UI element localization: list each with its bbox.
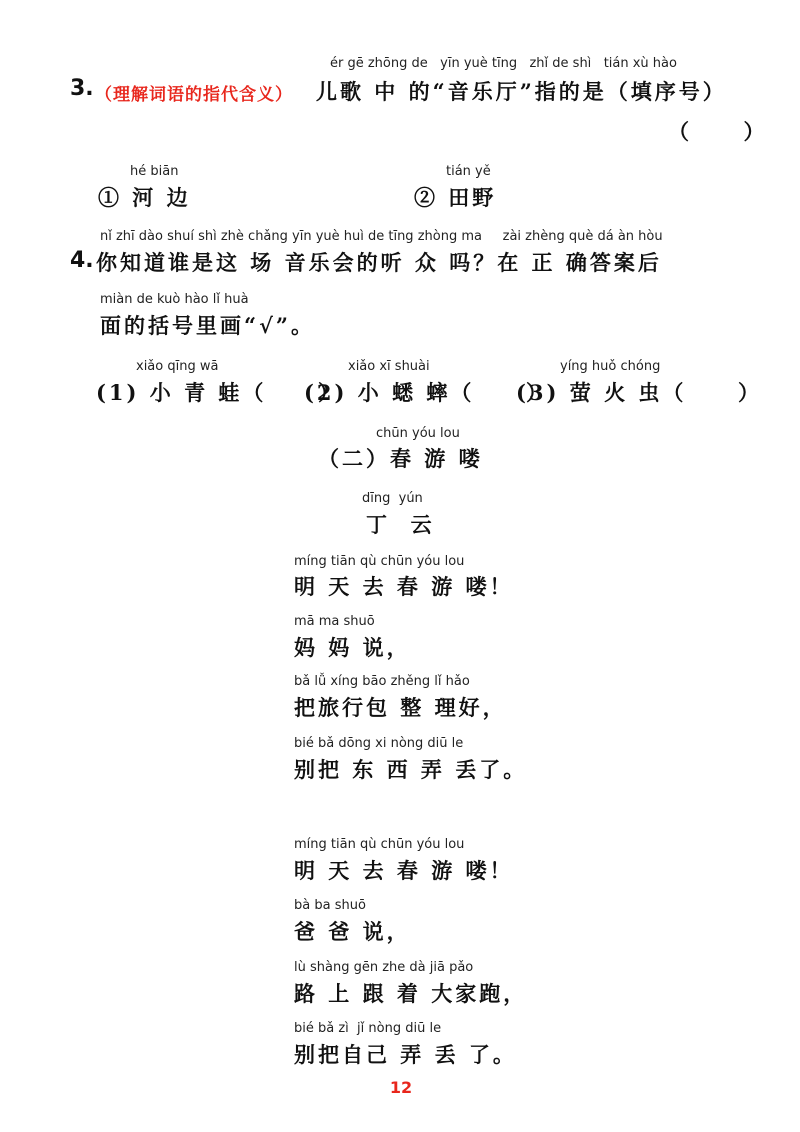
q3-option-1-pinyin: hé biān (130, 164, 179, 179)
q4-option-1[interactable]: (1) 小 青 蛙（ ） (96, 380, 342, 405)
poem-line-7: 路 上 跟 着 大家跑， (294, 981, 528, 1006)
poem-author-pinyin: dīng yún (362, 491, 423, 506)
poem-line-5-pinyin: míng tiān qù chūn yóu lou (294, 837, 465, 852)
q4-option-1-pinyin: xiǎo qīng wā (136, 359, 219, 374)
q4-option-2[interactable]: (2) 小 蟋 蟀（ ） (304, 380, 550, 405)
poem-line-3: 把旅行包 整 理好， (294, 695, 507, 720)
q4-option-3-pinyin: yíng huǒ chóng (560, 359, 661, 374)
q4-question-line2: 面的括号里画“√”。 (100, 313, 315, 338)
poem-title: （二）春 游 喽 (318, 446, 483, 471)
poem-line-6: 爸 爸 说， (294, 919, 411, 944)
poem-line-6-pinyin: bà ba shuō (294, 898, 366, 913)
poem-line-3-pinyin: bǎ lǚ xíng bāo zhěng lǐ hǎo (294, 674, 470, 689)
q4-option-3[interactable]: (3) 萤 火 虫（ ） (516, 380, 762, 405)
poem-line-1-pinyin: míng tiān qù chūn yóu lou (294, 554, 465, 569)
q3-skill-tag: （理解词语的指代含义） (95, 85, 293, 105)
poem-line-2: 妈 妈 说， (294, 635, 411, 660)
poem-line-4-pinyin: bié bǎ dōng xi nòng diū le (294, 736, 464, 751)
poem-author: 丁 云 (366, 512, 435, 537)
poem-line-2-pinyin: mā ma shuō (294, 614, 375, 629)
poem-title-pinyin: chūn yóu lou (376, 426, 460, 441)
poem-line-7-pinyin: lù shàng gēn zhe dà jiā pǎo (294, 960, 474, 975)
poem-line-5: 明 天 去 春 游 喽！ (294, 858, 514, 883)
q3-answer-blank[interactable]: （ ） (668, 119, 768, 144)
q4-pinyin-line2: miàn de kuò hào lǐ huà (100, 292, 249, 307)
q4-question-line1: 你知道谁是这 场 音乐会的听 众 吗？在 正 确答案后 (96, 250, 662, 275)
q3-pinyin: ér gē zhōng de yīn yuè tīng zhǐ de shì tián xù hào (330, 56, 677, 71)
q3-number: 3. (70, 76, 94, 101)
page-number: 12 (389, 1078, 413, 1097)
q3-option-2-pinyin: tián yě (446, 164, 491, 179)
poem-line-4: 别把 东 西 弄 丢了。 (294, 757, 528, 782)
poem-line-8: 别把自己 弄 丢 了。 (294, 1042, 517, 1067)
q4-pinyin-line1: nǐ zhī dào shuí shì zhè chǎng yīn yuè huì de tīng zhòng ma zài zhèng què dá àn hòu (100, 229, 663, 244)
q4-number: 4. (70, 248, 94, 273)
q3-option-1: ① 河 边 (98, 185, 191, 210)
poem-line-1: 明 天 去 春 游 喽！ (294, 574, 514, 599)
q4-option-2-pinyin: xiǎo xī shuài (348, 359, 430, 374)
poem-line-8-pinyin: bié bǎ zì jǐ nòng diū le (294, 1021, 442, 1036)
q3-question-text: 儿歌 中 的“音乐厅”指的是（填序号） (316, 79, 727, 104)
q3-option-2: ② 田野 (414, 185, 497, 210)
